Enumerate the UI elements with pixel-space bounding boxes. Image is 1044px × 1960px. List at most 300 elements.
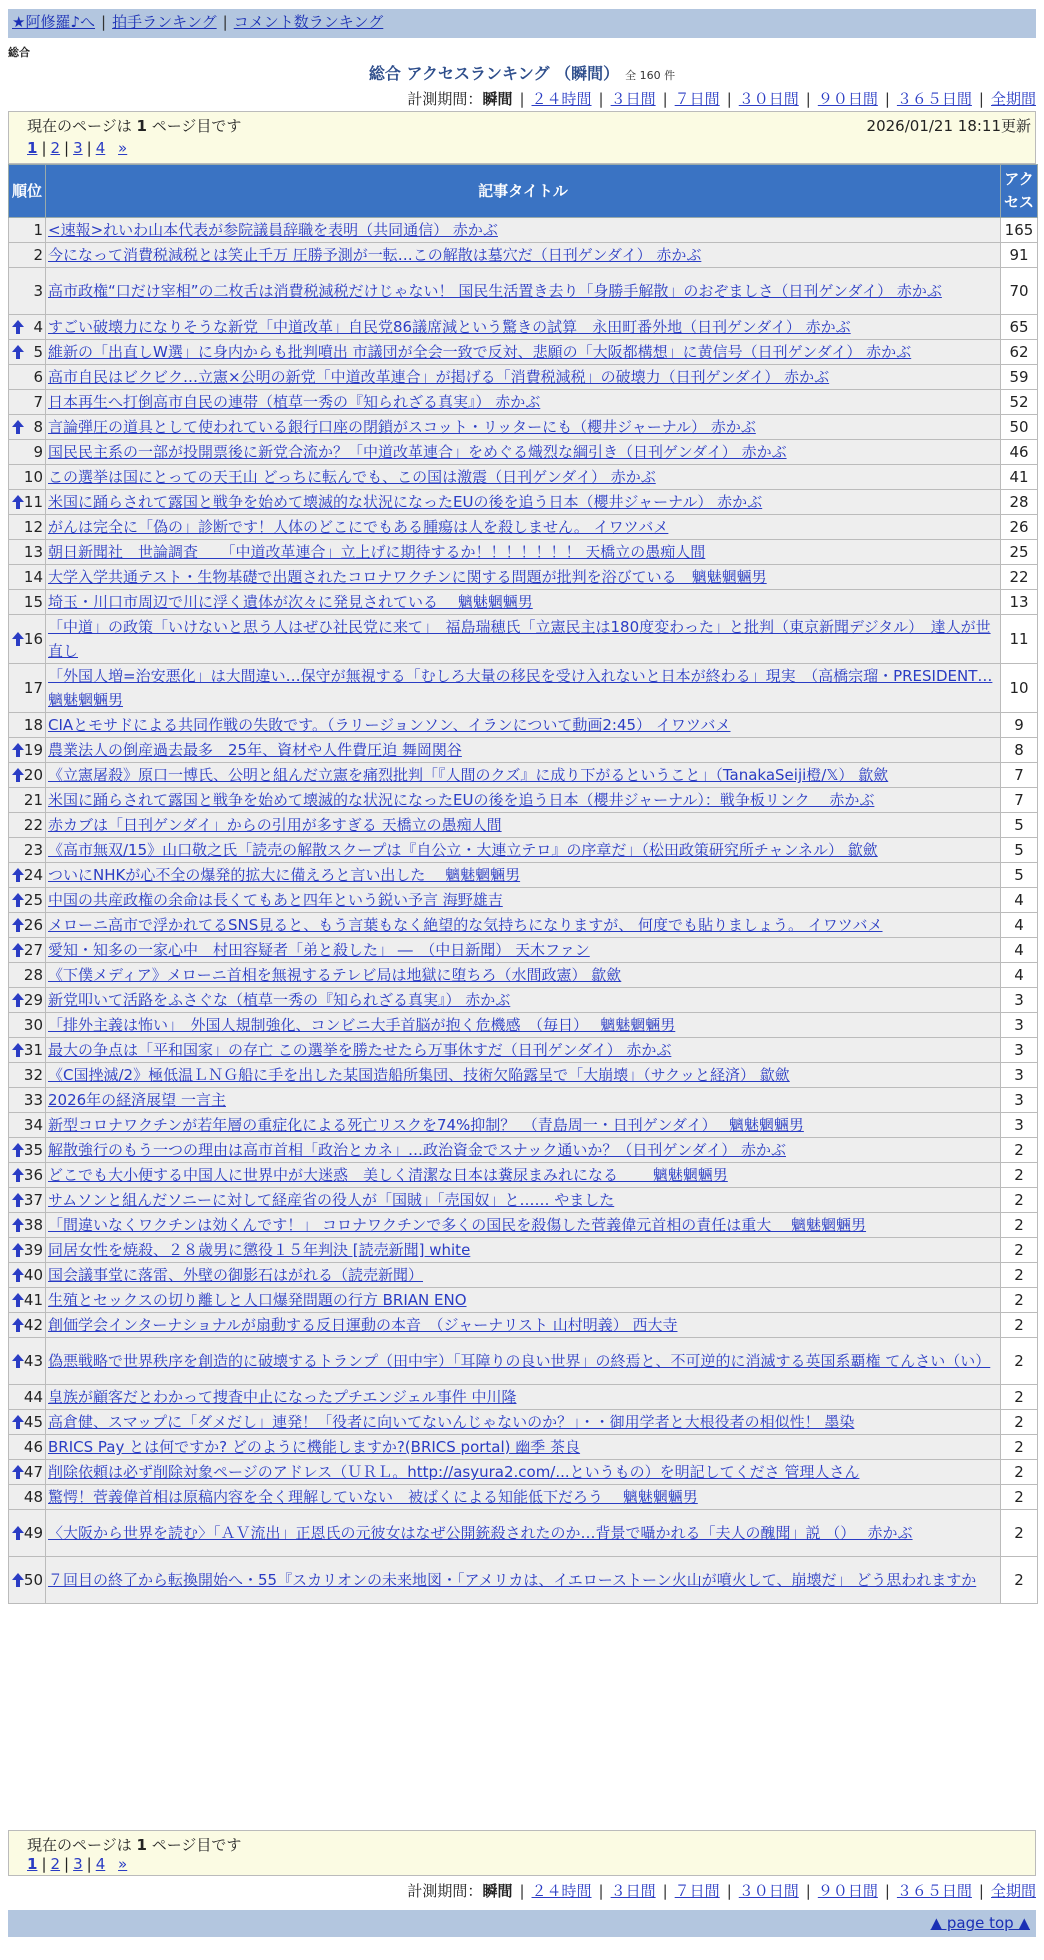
pagetop-link[interactable]: ▲ page top ▲	[930, 1914, 1030, 1932]
article-link[interactable]: 「中道」の政策「いけないと思う人はぜひ社民党に来て」 福島瑞穂氏「立憲民主は180度変わった」と批判（東京新聞デジタル） 達人が世直し	[48, 618, 991, 660]
title-cell	[46, 1138, 1001, 1163]
separator: |	[41, 1855, 47, 1873]
article-link[interactable]: 米国に踊らされて露国と戦争を始めて壊滅的な状況になったEUの後を追う日本（櫻井ジャーナル） 赤かぶ	[48, 493, 763, 511]
table-row	[9, 1013, 1038, 1038]
table-row	[9, 390, 1038, 415]
article-link[interactable]: 赤カブは「日刊ゲンダイ」からの引用が多すぎる 天橋立の愚痴人間	[48, 816, 502, 834]
article-link[interactable]: <速報>れいわ山本代表が参院議員辞職を表明（共同通信） 赤かぶ	[48, 221, 498, 239]
updated-timestamp: 2026/01/21 18:11更新	[866, 117, 1031, 135]
table-row	[9, 315, 1038, 340]
period-link-3[interactable]: ３０日間	[738, 1882, 799, 1900]
rank-cell	[9, 1288, 46, 1313]
access-count: 8	[1001, 738, 1038, 763]
rank-number: 42	[23, 1316, 43, 1334]
rank-number: 18	[23, 716, 43, 734]
separator: |	[805, 90, 811, 108]
pagination-top	[27, 139, 127, 157]
table-row	[9, 243, 1038, 268]
article-link[interactable]: 埼玉・川口市周辺で川に浮く遺体が次々に発見されている 魑魅魍魎男	[48, 593, 533, 611]
rank-cell	[9, 565, 46, 590]
pagetop-bar	[8, 1910, 1036, 1937]
rank-up-arrow-icon	[11, 419, 25, 435]
item-count: 全 160 件	[625, 69, 676, 82]
title-cell	[46, 540, 1001, 565]
table-row	[9, 763, 1038, 788]
title-cell	[46, 1485, 1001, 1510]
page-link-1[interactable]: 1	[27, 1855, 38, 1873]
rank-cell	[9, 1013, 46, 1038]
article-link[interactable]: 《高市無双/15》山口敬之氏「読売の解散スクープは『自公立・大連立テロ』の序章だ」（松田政策研究所チャンネル） 歙歛	[48, 841, 878, 859]
title-cell	[46, 1435, 1001, 1460]
separator: |	[978, 90, 984, 108]
rank-cell	[9, 465, 46, 490]
rank-up-arrow-icon	[11, 1525, 25, 1541]
table-row	[9, 340, 1038, 365]
rank-number: 3	[33, 282, 43, 300]
rank-number: 29	[23, 991, 43, 1009]
access-count: 2	[1001, 1188, 1038, 1213]
rank-number: 19	[23, 741, 43, 759]
title-cell	[46, 1038, 1001, 1063]
rank-cell	[9, 1163, 46, 1188]
page-link-3[interactable]: 3	[73, 139, 83, 157]
rank-up-arrow-icon	[11, 992, 25, 1008]
rank-cell	[9, 540, 46, 565]
title-cell	[46, 1338, 1001, 1385]
article-link[interactable]: 大学入学共通テスト・生物基礎で出題されたコロナワクチンに関する問題が批判を浴びている 魑魅魍魎男	[48, 568, 767, 586]
title-cell	[46, 465, 1001, 490]
access-count: 59	[1001, 365, 1038, 390]
table-row	[9, 490, 1038, 515]
access-count: 165	[1001, 218, 1038, 243]
title-cell	[46, 713, 1001, 738]
rank-number: 37	[23, 1191, 43, 1209]
rank-number: 41	[23, 1291, 43, 1309]
title-cell	[46, 615, 1001, 664]
table-row	[9, 415, 1038, 440]
nav-link-comment-ranking[interactable]: コメント数ランキング	[233, 13, 384, 31]
table-row	[9, 365, 1038, 390]
rank-number: 35	[23, 1141, 43, 1159]
period-link-4[interactable]: ９０日間	[817, 90, 878, 108]
rank-up-arrow-icon	[11, 917, 25, 933]
article-link[interactable]: 2026年の経済展望 一言主	[48, 1091, 226, 1109]
rank-number: 27	[23, 941, 43, 959]
title-cell	[46, 664, 1001, 713]
rank-cell	[9, 218, 46, 243]
article-link[interactable]: どこでも大小便する中国人に世界中が大迷惑 美しく清潔な日本は糞尿まみれになる 魑魅魍魎男	[48, 1166, 728, 1184]
table-row	[9, 988, 1038, 1013]
access-count: 4	[1001, 963, 1038, 988]
table-row	[9, 1288, 1038, 1313]
rank-number: 22	[23, 816, 43, 834]
rank-cell	[9, 1510, 46, 1557]
separator: |	[598, 90, 604, 108]
article-link[interactable]: 生殖とセックスの切り離しと人口爆発問題の行方 BRIAN ENO	[48, 1291, 467, 1309]
rank-up-arrow-icon	[11, 1242, 25, 1258]
table-row	[9, 1163, 1038, 1188]
period-link-3[interactable]: ３０日間	[738, 90, 799, 108]
ranking-table	[8, 164, 1038, 1604]
rank-number: 28	[23, 966, 43, 984]
period-link-1[interactable]: ３日間	[610, 1882, 656, 1900]
title-cell	[46, 315, 1001, 340]
article-link[interactable]: ついにNHKが心不全の爆発的拡大に備えろと言い出した 魑魅魍魎男	[48, 866, 521, 884]
title-cell	[46, 1385, 1001, 1410]
access-count: 62	[1001, 340, 1038, 365]
rank-number: 33	[23, 1091, 43, 1109]
title-cell	[46, 1460, 1001, 1485]
table-row	[9, 913, 1038, 938]
article-link[interactable]: 農業法人の倒産過去最多 25年、資材や人件費圧迫 舞岡関谷	[48, 741, 462, 759]
title-cell	[46, 590, 1001, 615]
page-link-4[interactable]: 4	[95, 1855, 106, 1873]
access-count: 2	[1001, 1263, 1038, 1288]
article-link[interactable]: 新型コロナワクチンが若年層の重症化による死亡リスクを74%抑制？ （青島周一・日刊ゲンダイ） 魑魅魍魎男	[48, 1116, 804, 1134]
article-link[interactable]: 今になって消費税減税とは笑止千万 圧勝予測が一転…この解散は墓穴だ（日刊ゲンダイ） 赤かぶ	[48, 246, 702, 264]
article-link[interactable]: 「排外主義は怖い」 外国人規制強化、コンビニ大手首脳が抱く危機感 （毎日） 魑魅魍魎男	[48, 1016, 676, 1034]
period-current: 瞬間	[482, 90, 513, 108]
pagination-bottom	[27, 1855, 127, 1873]
table-row	[9, 813, 1038, 838]
separator: |	[805, 1882, 811, 1900]
separator: |	[519, 90, 525, 108]
rank-cell	[9, 365, 46, 390]
page-link-4[interactable]: 4	[95, 139, 106, 157]
article-link[interactable]: 《C国挫滅/2》極低温ＬＮＧ船に手を出した某国造船所集団、技術欠陥露呈で「大崩壊」（サクッと経済） 歙歛	[48, 1066, 790, 1084]
rank-cell	[9, 340, 46, 365]
title-cell	[46, 1213, 1001, 1238]
rank-number: 1	[33, 221, 43, 239]
access-count: 4	[1001, 888, 1038, 913]
table-row	[9, 1188, 1038, 1213]
rank-number: 25	[23, 891, 43, 909]
table-row	[9, 1138, 1038, 1163]
rank-cell	[9, 763, 46, 788]
rank-number: 36	[23, 1166, 43, 1184]
access-count: 2	[1001, 1313, 1038, 1338]
rank-cell	[9, 415, 46, 440]
article-link[interactable]: 「間違いなくワクチンは効くんです！」 コロナワクチンで多くの国民を殺傷した菅義偉元首相の責任は重大 魑魅魍魎男	[48, 1216, 867, 1234]
access-count: 3	[1001, 1013, 1038, 1038]
title-cell	[46, 738, 1001, 763]
article-link[interactable]: CIAとモサドによる共同作戦の失敗です。（ラリージョンソン、イランについて動画2:45） イワツバメ	[48, 716, 731, 734]
rank-cell	[9, 1485, 46, 1510]
rank-number: 50	[23, 1571, 43, 1589]
table-row	[9, 963, 1038, 988]
access-count: 91	[1001, 243, 1038, 268]
article-link[interactable]: 高市自民はビクビク…立憲×公明の新党「中道改革連合」が掲げる「消費税減税」の破壊力（日刊ゲンダイ） 赤かぶ	[48, 368, 830, 386]
table-row	[9, 515, 1038, 540]
period-label: 計測期間：	[407, 90, 483, 108]
article-link[interactable]: すごい破壊力になりそうな新党「中道改革」自民党86議席減という驚きの試算 永田町番外地（日刊ゲンダイ） 赤かぶ	[48, 318, 851, 336]
rank-up-arrow-icon	[11, 319, 25, 335]
access-count: 2	[1001, 1163, 1038, 1188]
article-link[interactable]: 解散強行のもう一つの理由は高市首相「政治とカネ」…政治資金でスナック通いか？（日刊ゲンダイ） 赤かぶ	[48, 1141, 786, 1159]
title-cell	[46, 988, 1001, 1013]
title-cell	[46, 1510, 1001, 1557]
table-row	[9, 590, 1038, 615]
table-row	[9, 713, 1038, 738]
page-next-link[interactable]: »	[118, 139, 128, 157]
article-link[interactable]: 維新の「出直しW選」に身内からも批判噴出 市議団が全会一致で反対、悲願の「大阪都構想」に黄信号（日刊ゲンダイ） 赤かぶ	[48, 343, 912, 361]
separator: |	[519, 1882, 525, 1900]
rank-number: 17	[23, 679, 43, 697]
table-row	[9, 938, 1038, 963]
title-cell	[46, 963, 1001, 988]
rank-up-arrow-icon	[11, 1414, 25, 1430]
access-count: 3	[1001, 1113, 1038, 1138]
period-link-2[interactable]: ７日間	[674, 1882, 720, 1900]
rank-up-arrow-icon	[11, 1353, 25, 1369]
access-count: 2	[1001, 1510, 1038, 1557]
rank-cell	[9, 1063, 46, 1088]
access-count: 46	[1001, 440, 1038, 465]
separator	[109, 139, 114, 157]
title-cell	[46, 1313, 1001, 1338]
period-link-2[interactable]: ７日間	[674, 90, 720, 108]
rank-cell	[9, 1410, 46, 1435]
access-count: 3	[1001, 1088, 1038, 1113]
access-count: 70	[1001, 268, 1038, 315]
article-link[interactable]: 皇族が顧客だとわかって捜査中止になったプチエンジェル事件 中川隆	[48, 1388, 517, 1406]
article-link[interactable]: 〈大阪から世界を読む〉「ＡＶ流出」正恩氏の元彼女はなぜ公開銃殺されたのか…背景で囁かれる「夫人の醜聞」説 （） 赤かぶ	[48, 1524, 913, 1542]
rank-up-arrow-icon	[11, 1267, 25, 1283]
rank-number: 24	[23, 866, 43, 884]
article-link[interactable]: がんは完全に「偽の」診断です！人体のどこにでもある腫瘍は人を殺しません。 イワツバメ	[48, 518, 669, 536]
rank-number: 11	[23, 493, 43, 511]
page-next-link[interactable]: »	[118, 1855, 128, 1873]
table-row	[9, 1435, 1038, 1460]
article-link[interactable]: 《下僕メディア》メローニ首相を無視するテレビ局は地獄に堕ちろ（水間政憲） 歙歛	[48, 966, 622, 984]
access-count: 2	[1001, 1338, 1038, 1385]
rank-number: 38	[23, 1216, 43, 1234]
access-count: 2	[1001, 1238, 1038, 1263]
table-row	[9, 1263, 1038, 1288]
rank-number: 9	[33, 443, 43, 461]
nav-link-applause-ranking[interactable]: 拍手ランキング	[112, 13, 217, 31]
article-link[interactable]: 言論弾圧の道具として使われている銀行口座の閉鎖がスコット・リッターにも（櫻井ジャーナル） 赤かぶ	[48, 418, 756, 436]
rank-cell	[9, 1213, 46, 1238]
rank-up-arrow-icon	[11, 1217, 25, 1233]
period-link-1[interactable]: ３日間	[610, 90, 656, 108]
table-row	[9, 268, 1038, 315]
rank-number: 10	[23, 468, 43, 486]
rank-number: 12	[23, 518, 43, 536]
period-selector-top	[407, 88, 1036, 109]
article-link[interactable]: 「外国人増=治安悪化」は大間違い…保守が無視する「むしろ大量の移民を受け入れないと日本が終わる」現実 （高橋宗瑠・PRESIDENT… 魑魅魍魎男	[48, 667, 993, 709]
separator: |	[662, 1882, 668, 1900]
title-cell	[46, 490, 1001, 515]
access-count: 3	[1001, 1063, 1038, 1088]
access-count: 28	[1001, 490, 1038, 515]
rank-number: 2	[33, 246, 43, 264]
page-info-top	[8, 111, 1036, 164]
rank-number: 46	[23, 1438, 43, 1456]
article-link[interactable]: 偽悪戦略で世界秩序を創造的に破壊するトランプ（田中宇）「耳障りの良い世界」の終焉と、不可逆的に消滅する英国系覇権 てんさい（い）	[48, 1352, 991, 1370]
rank-cell	[9, 913, 46, 938]
table-row	[9, 1557, 1038, 1604]
separator: |	[726, 1882, 732, 1900]
article-link[interactable]: 高倉健、スマップに「ダメだし」連発！「役者に向いてないんじゃないのか？」・・御用学者と大根役者の相似性！ 墨染	[48, 1413, 855, 1431]
rank-cell	[9, 1263, 46, 1288]
access-count: 50	[1001, 415, 1038, 440]
table-row	[9, 1338, 1038, 1385]
rank-cell	[9, 1038, 46, 1063]
access-count: 2	[1001, 1213, 1038, 1238]
rank-number: 39	[23, 1241, 43, 1259]
title-cell	[46, 565, 1001, 590]
separator: |	[598, 1882, 604, 1900]
rank-cell	[9, 738, 46, 763]
rank-cell	[9, 988, 46, 1013]
period-link-5[interactable]: ３６５日間	[896, 1882, 972, 1900]
title-cell	[46, 440, 1001, 465]
access-count: 65	[1001, 315, 1038, 340]
title-cell	[46, 913, 1001, 938]
article-link[interactable]: 国会議事堂に落雷、外壁の御影石はがれる（読売新聞）	[48, 1266, 424, 1284]
title-cell	[46, 1238, 1001, 1263]
rank-up-arrow-icon	[11, 1292, 25, 1308]
rank-cell	[9, 1313, 46, 1338]
rank-up-arrow-icon	[11, 1042, 25, 1058]
title-cell	[46, 1263, 1001, 1288]
period-link-4[interactable]: ９０日間	[817, 1882, 878, 1900]
rank-number: 49	[23, 1524, 43, 1542]
article-link[interactable]: この選挙は国にとっての天王山 どっちに転んでも、この国は激震（日刊ゲンダイ） 赤かぶ	[48, 468, 656, 486]
period-link-6[interactable]: 全期間	[990, 1882, 1036, 1900]
table-row	[9, 565, 1038, 590]
article-link[interactable]: 最大の争点は「平和国家」の存亡 この選挙を勝たせたら万事休すだ（日刊ゲンダイ） 赤かぶ	[48, 1041, 672, 1059]
article-link[interactable]: ７回目の終了から転換開始へ・55『スカリオンの未来地図・「アメリカは、イエローストーン火山が噴火して、崩壊だ」 どう思われますか	[48, 1571, 977, 1589]
table-row	[9, 838, 1038, 863]
article-link[interactable]: 日本再生へ打倒高市自民の連帯（植草一秀の『知られざる真実』） 赤かぶ	[48, 393, 541, 411]
rank-cell	[9, 788, 46, 813]
period-link-5[interactable]: ３６５日間	[896, 90, 972, 108]
rank-cell	[9, 713, 46, 738]
access-count: 5	[1001, 813, 1038, 838]
rank-up-arrow-icon	[11, 892, 25, 908]
access-count: 52	[1001, 390, 1038, 415]
article-link[interactable]: 朝日新聞社 世論調査 「中道改革連合」立上げに期待するか！！！！！！！ 天橋立の愚痴人間	[48, 543, 706, 561]
period-current: 瞬間	[482, 1882, 513, 1900]
article-link[interactable]: 米国に踊らされて露国と戦争を始めて壊滅的な状況になったEUの後を追う日本（櫻井ジャーナル）：戦争板リンク 赤かぶ	[48, 791, 875, 809]
title-cell	[46, 788, 1001, 813]
article-link[interactable]: 愛知・知多の一家心中 村田容疑者「弟と殺した」 ― （中日新聞） 天木ファン	[48, 941, 590, 959]
table-row	[9, 1485, 1038, 1510]
rank-up-arrow-icon	[11, 1192, 25, 1208]
page-title	[0, 61, 1044, 84]
page-link-1[interactable]: 1	[27, 139, 38, 157]
article-link[interactable]: 同居女性を焼殺、２８歳男に懲役１５年判決 [読売新聞] white	[48, 1241, 471, 1259]
separator: |	[86, 1855, 92, 1873]
table-row	[9, 1088, 1038, 1113]
article-link[interactable]: サムソンと組んだソニーに対して経産省の役人が「国賊」「売国奴」と…… やました	[48, 1191, 615, 1209]
table-row	[9, 1313, 1038, 1338]
access-count: 3	[1001, 988, 1038, 1013]
table-row	[9, 1510, 1038, 1557]
table-row	[9, 664, 1038, 713]
rank-number: 13	[23, 543, 43, 561]
title-cell	[46, 390, 1001, 415]
title-cell	[46, 888, 1001, 913]
table-row	[9, 1113, 1038, 1138]
period-link-6[interactable]: 全期間	[990, 90, 1036, 108]
table-row	[9, 1038, 1038, 1063]
page-link-2[interactable]: 2	[50, 1855, 61, 1873]
separator: |	[86, 139, 92, 157]
table-row	[9, 218, 1038, 243]
current-page-text: 現在のページは 1 ページ目です	[27, 117, 242, 135]
rank-up-arrow-icon	[11, 1464, 25, 1480]
access-count: 2	[1001, 1460, 1038, 1485]
article-link[interactable]: 創価学会インターナショナルが扇動する反日運動の本音 （ジャーナリスト 山村明義） 西大寺	[48, 1316, 678, 1334]
article-link[interactable]: 国民民主系の一部が投開票後に新党合流か？「中道改革連合」をめぐる熾烈な綱引き（日刊ゲンダイ） 赤かぶ	[48, 443, 787, 461]
period-link-0[interactable]: ２４時間	[531, 90, 592, 108]
title-cell	[46, 1088, 1001, 1113]
title-cell	[46, 218, 1001, 243]
article-link[interactable]: メローニ高市で浮かれてるSNS見ると、もう言葉もなく絶望的な気持ちになりますが、 何度でも貼りましょう。 イワツバメ	[48, 916, 883, 934]
article-link[interactable]: 新党叩いて活路をふさぐな（植草一秀の『知られざる真実』） 赤かぶ	[48, 991, 511, 1009]
nav-link-home[interactable]: ★阿修羅♪へ	[12, 13, 96, 31]
rank-number: 40	[23, 1266, 43, 1284]
rank-number: 45	[23, 1413, 43, 1431]
period-link-0[interactable]: ２４時間	[531, 1882, 592, 1900]
rank-up-arrow-icon	[11, 742, 25, 758]
title-cell	[46, 365, 1001, 390]
rank-number: 6	[33, 368, 43, 386]
page-info-bottom	[8, 1830, 1036, 1876]
rank-number: 20	[23, 766, 43, 784]
title-cell	[46, 1288, 1001, 1313]
separator: |	[884, 90, 890, 108]
rank-cell	[9, 1385, 46, 1410]
page-link-2[interactable]: 2	[50, 139, 61, 157]
access-count: 2	[1001, 1385, 1038, 1410]
access-count: 22	[1001, 565, 1038, 590]
article-link[interactable]: 中国の共産政権の余命は長くてもあと四年という鋭い予言 海野雄吉	[48, 891, 503, 909]
article-link[interactable]: 驚愕！菅義偉首相は原稿内容を全く理解していない 被ばくによる知能低下だろう 魑魅魍魎男	[48, 1488, 698, 1506]
rank-cell	[9, 1460, 46, 1485]
rank-number: 23	[23, 841, 43, 859]
rank-number: 21	[23, 791, 43, 809]
col-header-rank: 順位	[9, 165, 46, 218]
rank-up-arrow-icon	[11, 1142, 25, 1158]
access-count: 2	[1001, 1410, 1038, 1435]
article-link[interactable]: 削除依頼は必ず削除対象ページのアドレス（ＵＲＬ。http://asyura2.com/...というもの）を明記してくださ 管理人さん	[48, 1463, 860, 1481]
rank-cell	[9, 1238, 46, 1263]
title-cell	[46, 243, 1001, 268]
table-row	[9, 738, 1038, 763]
article-link[interactable]: 高市政権“口だけ宰相”の二枚舌は消費税減税だけじゃない！ 国民生活置き去り「身勝手解散」のおぞましさ（日刊ゲンダイ） 赤かぶ	[48, 282, 942, 300]
title-cell	[46, 1063, 1001, 1088]
access-count: 5	[1001, 838, 1038, 863]
rank-cell	[9, 863, 46, 888]
rank-cell	[9, 243, 46, 268]
page-link-3[interactable]: 3	[73, 1855, 83, 1873]
table-row	[9, 1213, 1038, 1238]
access-count: 2	[1001, 1485, 1038, 1510]
rank-number: 8	[33, 418, 43, 436]
title-cell	[46, 813, 1001, 838]
article-link[interactable]: BRICS Pay とは何ですか? どのように機能しますか?(BRICS portal) 幽季 茶良	[48, 1438, 581, 1456]
rank-number: 44	[23, 1388, 43, 1406]
rank-cell	[9, 615, 46, 664]
article-link[interactable]: 《立憲屠殺》原口一博氏、公明と組んだ立憲を痛烈批判「『人間のクズ』に成り下がるということ」（TanakaSeiji橙/𝕏） 歙歛	[48, 766, 889, 784]
separator	[109, 1855, 114, 1873]
rank-number: 5	[33, 343, 43, 361]
separator: |	[41, 139, 47, 157]
